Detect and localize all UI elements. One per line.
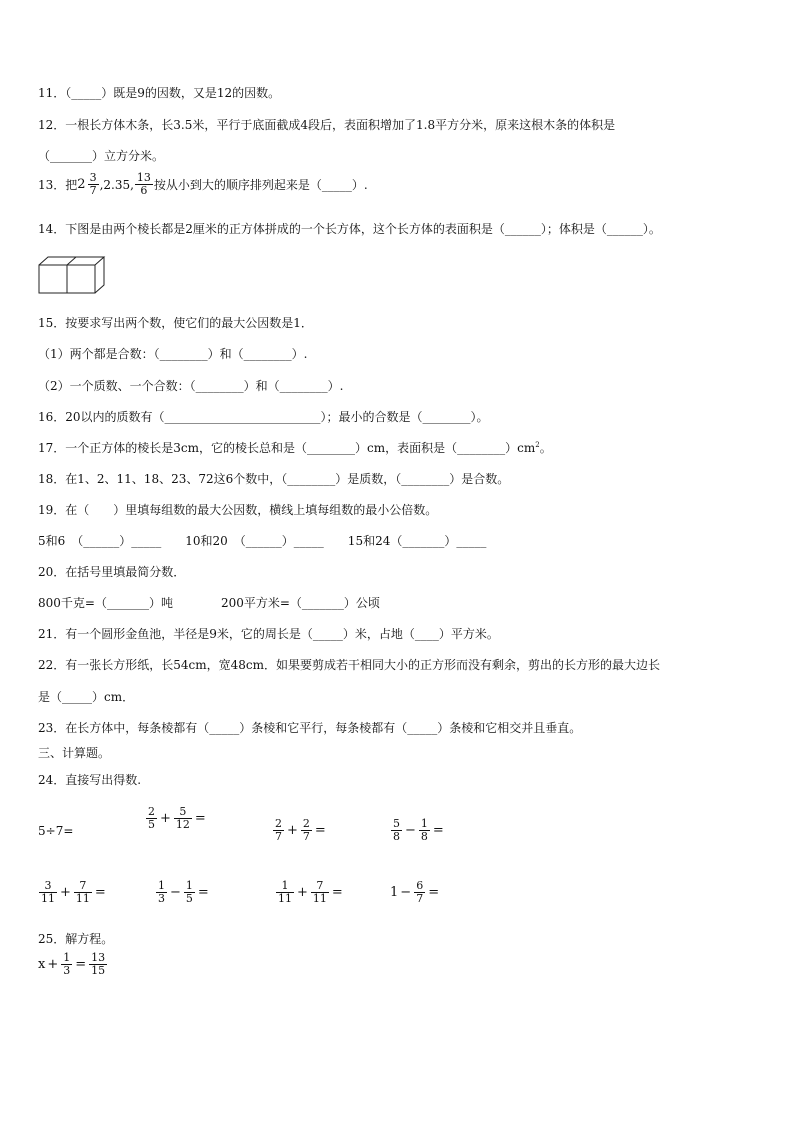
question-17-end: 。 xyxy=(539,441,552,455)
fraction-denominator: 7 xyxy=(302,830,310,844)
equals-sign: = xyxy=(194,811,206,827)
operator: − xyxy=(400,885,412,901)
operator: + xyxy=(60,885,71,901)
fraction xyxy=(89,952,107,977)
equals-sign: = xyxy=(314,823,326,839)
fraction-numerator: 6 xyxy=(416,879,424,892)
question-15-part2: （2）一个质数、一个合数：（________）和（________）. xyxy=(38,379,344,393)
fraction xyxy=(156,880,167,905)
question-13 xyxy=(38,172,368,197)
fraction xyxy=(414,880,425,905)
fraction-denominator: 11 xyxy=(75,892,90,906)
fraction xyxy=(276,880,294,905)
fraction-denominator: 11 xyxy=(278,892,292,906)
fraction xyxy=(391,818,402,843)
question-22-line2: 是（_____）cm． xyxy=(38,690,135,704)
equation xyxy=(38,952,108,977)
fraction xyxy=(61,952,72,977)
fraction-denominator: 3 xyxy=(63,964,71,978)
operator: + xyxy=(287,823,298,839)
operator: − xyxy=(405,823,416,839)
fraction xyxy=(301,818,312,843)
question-21: 21．有一个圆形金鱼池，半径是9米，它的周长是（_____）米，占地（____）平方米。 xyxy=(38,627,499,641)
fraction-numerator: 1 xyxy=(158,879,165,892)
fraction-denominator: 6 xyxy=(140,184,148,198)
fraction-denominator: 8 xyxy=(420,830,428,844)
question-13-mid: ,2.35, xyxy=(99,177,134,192)
fraction-denominator: 5 xyxy=(148,818,155,832)
calc-item-4 xyxy=(390,818,446,843)
operator: − xyxy=(170,885,181,901)
equals-sign: = xyxy=(75,957,87,973)
fraction-numerator: 1 xyxy=(276,880,294,893)
fraction-numerator: 7 xyxy=(311,880,329,893)
question-17 xyxy=(38,439,552,456)
question-19: 19．在（ ）里填每组数的最大公因数，横线上填每组数的最小公倍数。 xyxy=(38,503,438,517)
fraction xyxy=(135,172,153,197)
fraction-denominator: 3 xyxy=(158,892,165,906)
question-17-text: 17．一个正方体的棱长是3cm，它的棱长总和是（________）cm，表面积是（________）cm xyxy=(38,441,536,455)
fraction-numerator: 13 xyxy=(91,951,106,964)
variable-x: x xyxy=(38,957,46,973)
question-23: 23．在长方体中，每条棱都有（_____）条棱和它平行，每条棱都有（_____）条棱和它相交并且垂直。 xyxy=(38,721,582,735)
fraction-numerator: 1 xyxy=(185,879,193,892)
question-16: 16．20以内的质数有（__________________________）；最小的合数是（________）。 xyxy=(38,410,489,424)
equals-sign: = xyxy=(432,823,444,839)
question-12-line2: （_______）立方分米。 xyxy=(38,149,165,163)
question-22-line1: 22．有一张长方形纸，长54cm，宽48cm．如果要剪成若干相同大小的正方形而没有剩余，剪出的长方形的最大边长 xyxy=(38,658,661,672)
fraction-denominator: 11 xyxy=(41,892,55,906)
fraction xyxy=(146,806,157,831)
fraction-numerator: 5 xyxy=(393,817,400,830)
fraction-numerator: 2 xyxy=(148,805,155,818)
fraction-denominator: 12 xyxy=(175,818,190,832)
whole-number: 1 xyxy=(390,885,399,901)
fraction-denominator: 7 xyxy=(416,892,424,906)
question-12-line1: 12．一根长方体木条，长3.5米，平行于底面截成4段后，表面积增加了1.8平方分米，原来这根木条的体积是 xyxy=(38,118,616,132)
question-20-row: 800千克=（_______）吨 200平方米=（_______）公顷 xyxy=(38,596,380,610)
fraction-numerator: 7 xyxy=(74,880,92,893)
question-15: 15．按要求写出两个数，使它们的最大公因数是1． xyxy=(38,316,313,330)
mixed-fraction xyxy=(88,172,99,197)
side-face xyxy=(95,257,104,293)
question-13-suffix: 按从小到大的顺序排列起来是（_____）. xyxy=(153,178,368,193)
calc-item-5 xyxy=(38,880,108,905)
fraction xyxy=(273,818,284,843)
equals-sign: = xyxy=(331,885,343,901)
calc-expression: 5÷7= xyxy=(38,824,74,838)
question-13-prefix: 13．把 xyxy=(38,178,78,193)
equals-sign: = xyxy=(428,885,440,901)
question-11: 11．（_____）既是9的因数，又是12的因数。 xyxy=(38,86,281,100)
calc-item-2 xyxy=(145,806,208,831)
question-19-row: 5和6 （______）_____ 10和20 （______）_____ 15和24（_______）_____ xyxy=(38,534,487,548)
fraction-denominator: 8 xyxy=(393,830,400,844)
fraction-denominator: 5 xyxy=(185,892,193,906)
fraction xyxy=(39,880,57,905)
superscript: 2 xyxy=(535,441,540,449)
fraction xyxy=(174,806,192,831)
fraction xyxy=(74,880,92,905)
question-14: 14．下图是由两个棱长都是2厘米的正方体拼成的一个长方体，这个长方体的表面积是（______）；体积是（______）。 xyxy=(38,222,661,236)
calc-item-8 xyxy=(390,880,441,905)
fraction-numerator: 3 xyxy=(89,171,97,184)
question-20: 20．在括号里填最简分数． xyxy=(38,565,186,579)
calc-item-1 xyxy=(38,824,73,838)
calc-item-6 xyxy=(155,880,211,905)
cube-1-front xyxy=(39,265,67,293)
fraction-numerator: 2 xyxy=(275,817,282,830)
question-18: 18．在1、2、11、18、23、72这6个数中，（________）是质数，（________）是合数。 xyxy=(38,472,510,486)
operator: + xyxy=(297,885,308,901)
fraction-denominator: 7 xyxy=(275,830,282,844)
equals-sign: = xyxy=(94,885,106,901)
fraction xyxy=(419,818,430,843)
fraction-numerator: 2 xyxy=(302,817,310,830)
top-divider xyxy=(67,257,76,265)
operator: + xyxy=(160,811,171,827)
mixed-whole: 2 xyxy=(77,177,86,193)
fraction-denominator: 7 xyxy=(89,184,97,198)
equals-sign: = xyxy=(197,885,209,901)
fraction-denominator: 11 xyxy=(312,892,327,906)
fraction-numerator: 13 xyxy=(136,171,151,184)
fraction-numerator: 3 xyxy=(39,880,57,893)
fraction-numerator: 5 xyxy=(174,806,192,819)
operator: + xyxy=(47,957,59,973)
fraction xyxy=(311,880,329,905)
mixed-number xyxy=(77,172,99,197)
two-cubes-figure xyxy=(38,256,110,296)
question-24: 24．直接写出得数. xyxy=(38,773,142,787)
fraction-numerator: 1 xyxy=(63,951,71,964)
question-15-part1: （1）两个都是合数：（________）和（________）. xyxy=(38,347,308,361)
question-25: 25．解方程。 xyxy=(38,932,114,946)
calc-item-7 xyxy=(275,880,345,905)
calc-item-3 xyxy=(272,818,328,843)
cube-2-front xyxy=(67,265,95,293)
fraction-numerator: 1 xyxy=(420,817,428,830)
fraction-denominator: 15 xyxy=(91,964,106,978)
section-title: 三、计算题。 xyxy=(38,746,111,760)
fraction xyxy=(184,880,195,905)
